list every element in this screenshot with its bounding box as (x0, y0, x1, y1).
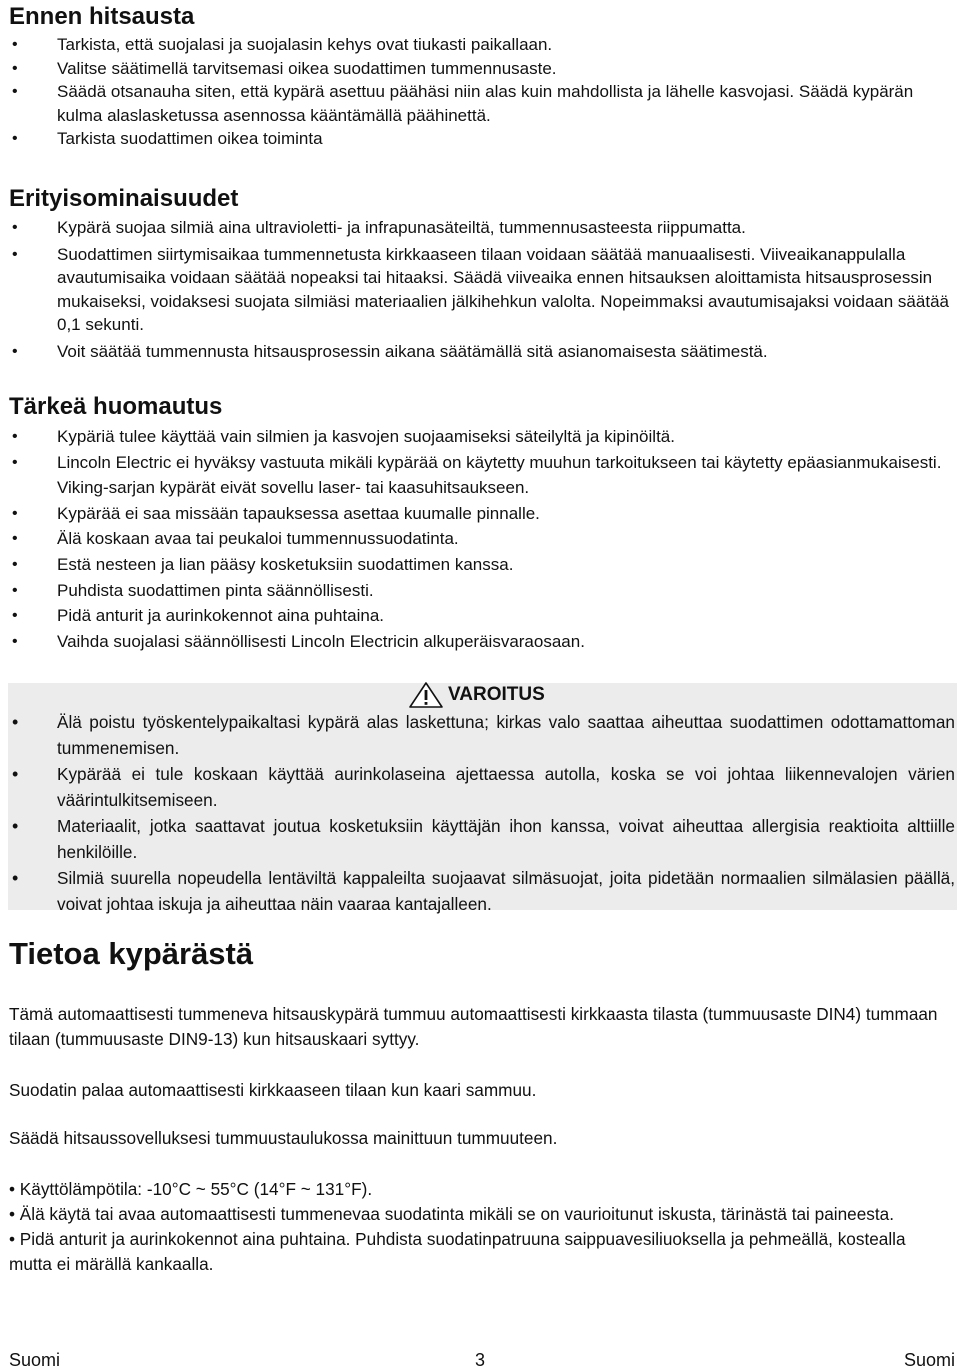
about-paragraph-3: Säädä hitsaussovelluksesi tummuustaulukossa mainittuun tummuuteen. (9, 1128, 558, 1148)
page-number: 3 (475, 1350, 486, 1370)
list-item: • Säädä otsanauha siten, että kypärä asettuu päähäsi niin alas kuin mahdollista ja lähelle kasvojasi. Säädä kypärän kulma alaslasketussa asennossa kääntämällä päähinettä. (0, 80, 955, 127)
warning-triangle-icon (408, 681, 444, 709)
before-welding-list (0, 33, 955, 151)
section-title-before-welding: Ennen hitsausta (9, 3, 195, 30)
list-item: • Valitse säätimellä tarvitsemasi oikea suodattimen tummennusaste. (0, 57, 955, 81)
list-item: • Kypäriä tulee käyttää vain silmien ja kasvojen suojaamiseksi säteilyltä ja kipinöiltä. (0, 424, 955, 450)
section-title-about: Tietoa kypärästä (9, 936, 254, 971)
list-item: • Pidä anturit ja aurinkokennot aina puhtaina. Puhdista suodatinpatruuna saippuavesiliuoksella ja pehmeällä, kostealla mutta ei märällä kankaalla. (9, 1229, 906, 1274)
list-item: • Estä nesteen ja lian pääsy kosketuksiin suodattimen kanssa. (0, 552, 955, 578)
list-item: • Kypärä suojaa silmiä aina ultravioletti- ja infrapunasäteiltä, tummennusasteesta riippumatta. (0, 216, 955, 240)
list-item: • Lincoln Electric ei hyväksy vastuuta mikäli kypärää on käytetty muuhun tarkoitukseen tai käytetty epäasianmukaisesti. Viking-sarjan kypärät eivät sovellu laser- tai kaasuhitsaukseen. (0, 450, 955, 501)
about-bullets (9, 1177, 939, 1277)
list-item: • Kypärää ei tule koskaan käyttää aurinkolaseina ajettaessa autolla, koska se voi johtaa liikennevalojen värien väärintulkitsemiseen. (0, 761, 955, 813)
warning-list (0, 709, 955, 917)
about-paragraph-2: Suodatin palaa automaattisesti kirkkaaseen tilaan kun kaari sammuu. (9, 1080, 537, 1100)
list-item: • Älä käytä tai avaa automaattisesti tummenevaa suodatinta mikäli se on vaurioitunut iskusta, tärinästä tai paineesta. (9, 1204, 894, 1224)
list-item: • Voit säätää tummennusta hitsausprosessin aikana säätämällä sitä asianomaisesta säätimestä. (0, 340, 955, 364)
list-item: • Puhdista suodattimen pinta säännöllisesti. (0, 578, 955, 604)
list-item: • Älä poistu työskentelypaikaltasi kypärä alas laskettuna; kirkas valo saattaa aiheuttaa suodattimen odottamattoman tummenemisen. (0, 709, 955, 761)
features-list (0, 216, 955, 367)
footer-language-right: Suomi (903, 1350, 955, 1370)
list-item: • Silmiä suurella nopeudella lentäviltä kappaleilta suojaavat silmäsuojat, joita pidetään normaalien silmälasien päällä, voivat johtaa iskuja ja aiheuttaa näin vaaraa kantajalleen. (0, 865, 955, 917)
list-item: • Materiaalit, jotka saattavat joutua kosketuksiin käyttäjän ihon kanssa, voivat aiheuttaa allergisia reaktioita alttiille henkilöille. (0, 813, 955, 865)
list-item: • Tarkista, että suojalasi ja suojalasin kehys ovat tiukasti paikallaan. (0, 33, 955, 57)
list-item: • Tarkista suodattimen oikea toiminta (0, 127, 955, 151)
list-item: • Pidä anturit ja aurinkokennot aina puhtaina. (0, 603, 955, 629)
section-title-important: Tärkeä huomautus (9, 393, 223, 420)
about-paragraph-1: Tämä automaattisesti tummeneva hitsauskypärä tummuu automaattisesti kirkkaasta tilasta (tummuusaste DIN4) tummaan tilaan (tummuusaste DIN9-13) kun hitsauskaari syttyy. (9, 1004, 938, 1049)
section-title-features: Erityisominaisuudet (9, 185, 239, 212)
footer-language-left: Suomi (9, 1350, 61, 1370)
list-item: • Suodattimen siirtymisaikaa tummennetusta kirkkaaseen tilaan voidaan säätää manuaalisesti. Viiveaikanappulalla avautumisaika voidaan säätää nopeaksi tai hitaaksi. Säädä viiveaika ennen hitsauksen aloittamista hitsausprosessin mukaiseksi, voidaksesi suojata silmiäsi materiaalien jälkihehkun valolta. Nopeimmaksi avautumisajaksi voidaan säätää 0,1 sekunti. (0, 243, 955, 337)
list-item: • Kypärää ei saa missään tapauksessa asettaa kuumalle pinnalle. (0, 501, 955, 527)
warning-heading (408, 681, 545, 709)
warning-title: VAROITUS (448, 684, 545, 705)
important-list (0, 424, 955, 654)
list-item: • Älä koskaan avaa tai peukaloi tummennussuodatinta. (0, 526, 955, 552)
list-item: • Vaihda suojalasi säännöllisesti Lincoln Electricin alkuperäisvaraosaan. (0, 629, 955, 655)
list-item: • Käyttölämpötila: -10°C ~ 55°C (14°F ~ 131°F). (9, 1179, 373, 1199)
